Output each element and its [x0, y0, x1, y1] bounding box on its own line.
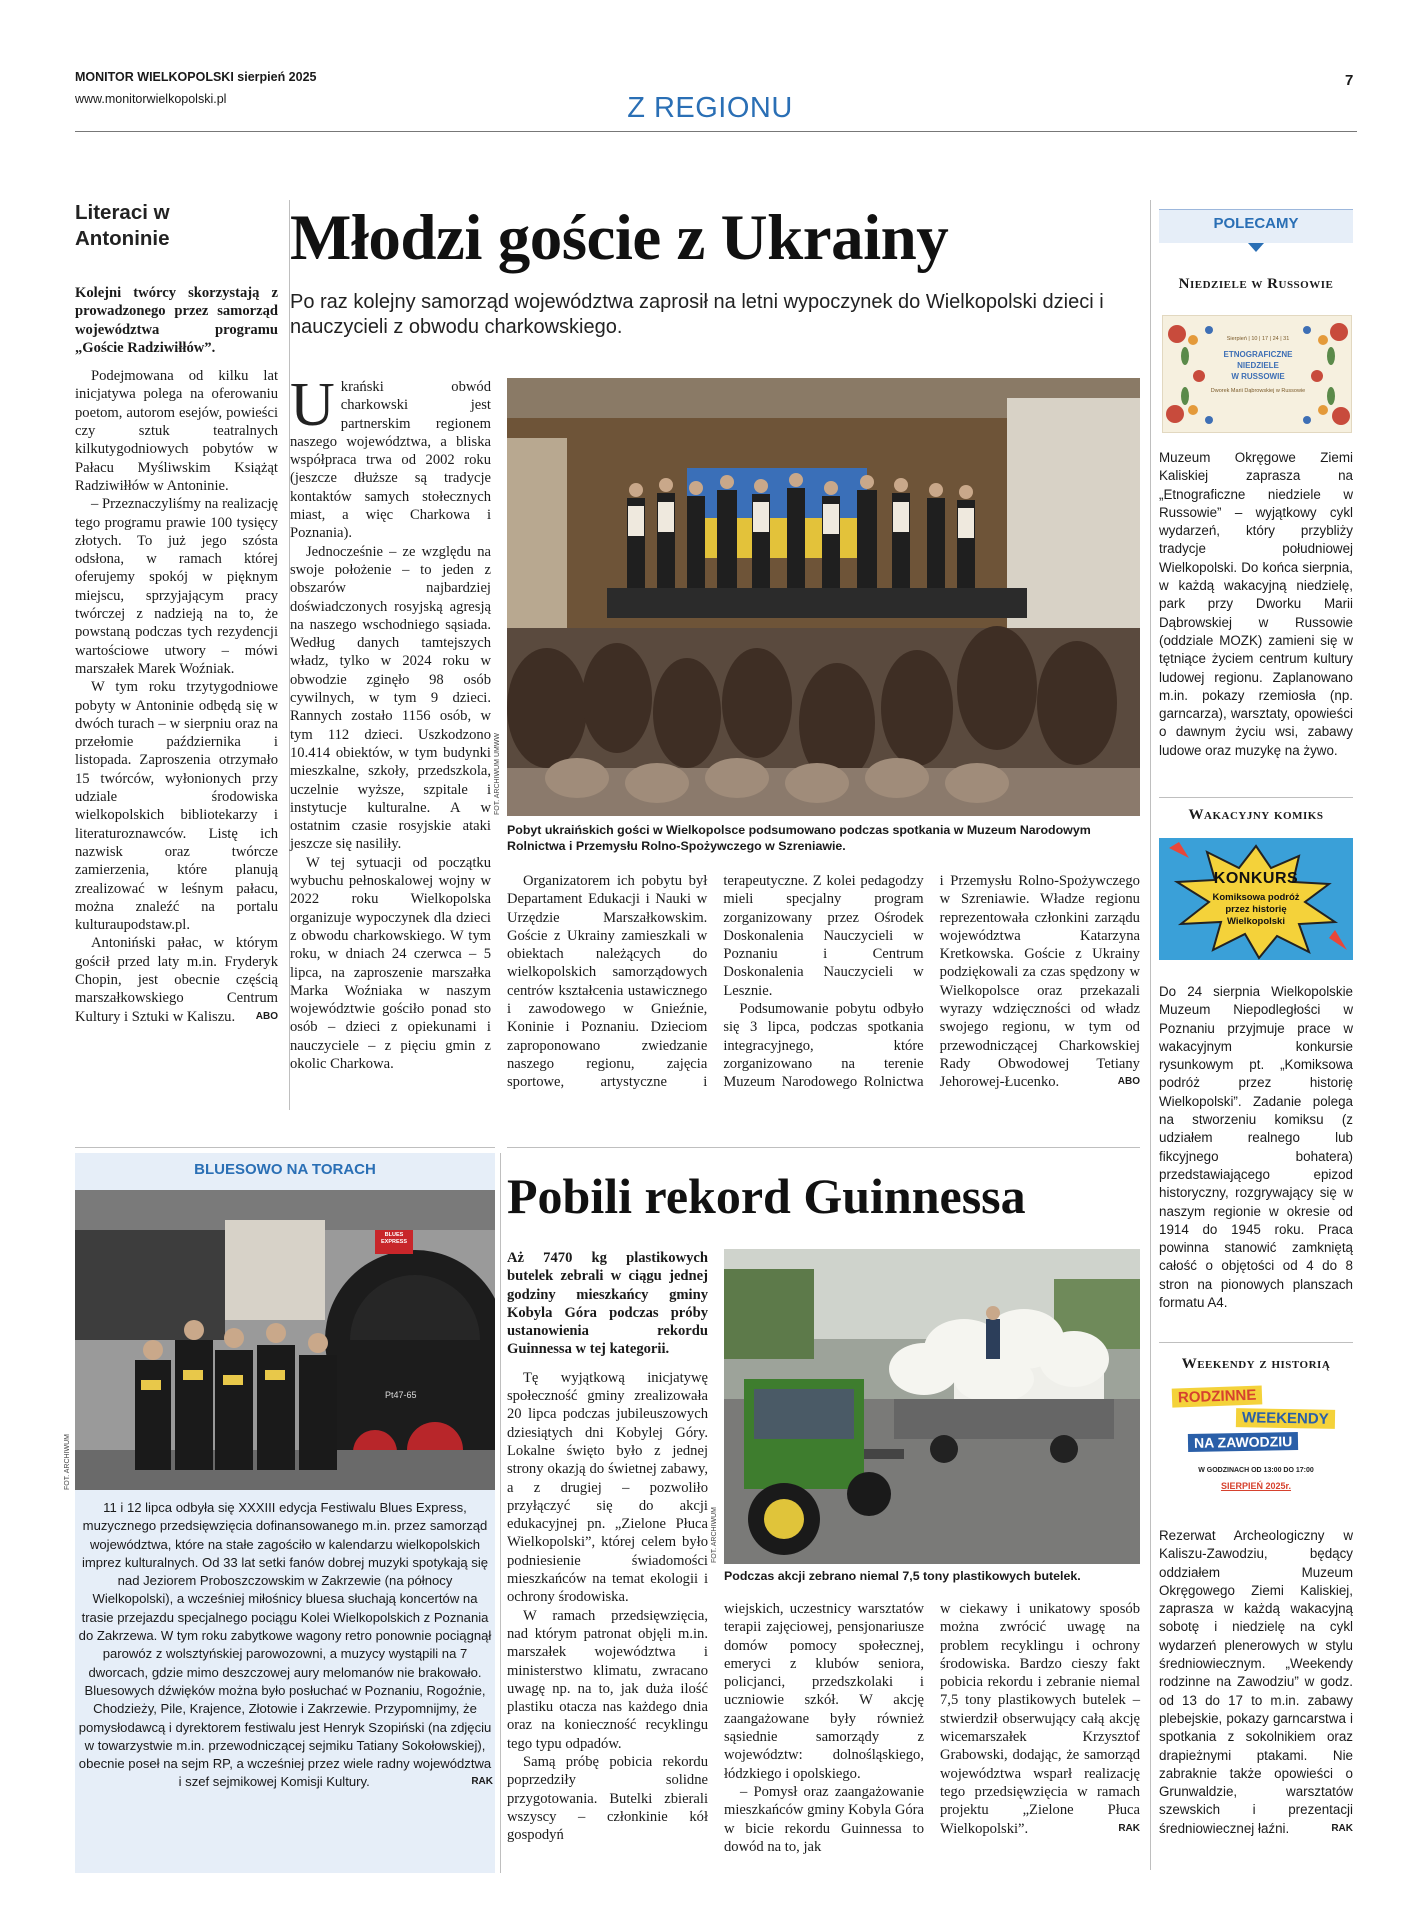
guinness-caption: Podczas akcji zebrano niemal 7,5 tony plastikowych butelek. [724, 1569, 1081, 1583]
ukraina-headline: Młodzi goście z Ukrainy [290, 202, 949, 274]
guinness-paragraph: w ciekawy i unikatowy sposób można zwrócić uwagę na problem recyklingu i ochrony środowiska. Bardzo cieszy fakt pobicia rekordu i zebranie niemal 7,5 tony plastikowych butelek – stwierdził obserwujący całą akcję wicemarszałek Krzysztof Grabowski, dodając, że samorząd województwa wsparł realizację tego przedsięwzięcia w ramach projektu „Zielone Płuca Wielkopolski”. RAK [940, 1601, 1140, 1837]
niedziele-poster [1162, 315, 1352, 433]
blues-signature: RAK [471, 1776, 493, 1788]
guinness-paragraph: Tę wyjątkową inicjatywę społeczność gminy zrealizowała 20 lipca podczas jubileuszowych dziesiątych dni Kobylej Góry. Lokalne święto było z jednej strony okazją do świetnej zabawy, a z drugiej – pozwoliło przyłączyć się do akcji edukacyjnej pn. „Zielone Płuca Wielkopolski”, której celem było podniesienie świadomości mieszkańców na temat ekologii i ochrony środowiska. [507, 1369, 708, 1606]
literaci-paragraph: Antoniński pałac, w którym gościł przed laty m.in. Fryderyk Chopin, jest obecnie częścią marszałkowskiego Centrum Kultury i Sztuki w Kaliszu. ABO [75, 935, 278, 1025]
literaci-signature: ABO [255, 1010, 278, 1022]
ukraina-paragraph: Jednocześnie – ze względu na swoje położenie – to jeden z obszarów najbardziej doświadczonych rosyjską agresją na naszego wschodniego sąsiada. Według danych tamtejszych władz, tylko w 2024 roku w obwodzie zginęło 98 osób cywilnych, w tym 9 dzieci. Rannych zostało 1156 osób, w tym 112 dzieci. Uszkodzono 10.414 obiektów, w tym budynki mieszkalne, szkoły, przedszkola, uczelnie wyższe, szpitale i instytucje kulturalne. A w ostatnim czasie rosyjskie ataki jeszcze się nasiliły. [290, 543, 491, 853]
blues-text: 11 i 12 lipca odbyła się XXXIII edycja Festiwalu Blues Express, muzycznego przedsięwzięcia dofinansowanego m.in. przez samorząd województwa, które na stałe zagościło w kalendarzu wielkopolskich imprez kulturalnych. Od 33 lat setki fanów dobrej muzyki spotykają się nad Jeziorem Proboszczowskim w Zakrzewie (na północy Wielkopolski), a wcześniej miłośnicy bluesa słuchają koncertów na trasie przejazdu specjalnego pociągu Kolei Wielkopolskich z Poznania do Zakrzewa. W tym roku zabytkowe wagony retro ponownie pociągnął parowóz z wolsztyńskiej parowozowni, a muzycy wystąpili na 7 dworcach, gdzie mimo deszczowej aury melomanów nie brakowało. Bluesowych dźwięków można było posłuchać w Poznaniu, Rogoźnie, Chodzieży, Pile, Krajence, Złotowie i Zakrzewie. Przypomnijmy, że pomysłodawcą i dyrektorem festiwalu jest Henryk Szopiński (na zdjęciu w towarzystwie m.in. przewodniczącej sejmiku Tatiany Sokołowskiej), obecnie poseł na sejm RP, a wcześniej przez wiele radny województwa i szef sejmikowej Komisji Kultury. RAK [75, 1499, 495, 1792]
ukraina-caption: Pobyt ukraińskich gości w Wielkopolsce podsumowano podczas spotkania w Muzeum Narodowym Rolnictwa i Przemysłu Rolno-Spożywczego w Szreniawie. [507, 823, 1091, 853]
weekendy-hours: W GODZINACH OD 13:00 DO 17:00 [1198, 1467, 1314, 1474]
guinness-photo-illustration [724, 1249, 1140, 1564]
column-rule [500, 1153, 501, 1873]
dropcap: U [290, 371, 335, 439]
chevron-down-icon [1248, 243, 1264, 252]
ukraina-photo-illustration [507, 378, 1140, 816]
guinness-paragraph: W ramach przedsięwzięcia, nad którym patronat objęli m.in. marszałek województwa i ministerstwo klimatu, zwracano uwagę np. na to, jak duża ilość plastiku otacza nas każdego dnia oraz na konieczność recyklingu tego typu odpadów. [507, 1607, 708, 1752]
poster-venue: Dworek Marii Dąbrowskiej w Russowie [1210, 388, 1306, 394]
guinness-headline: Pobili rekord Guinnessa [507, 1168, 1026, 1224]
blues-photo-credit: FOT. ARCHIWUM [64, 1434, 71, 1490]
niedziele-title: Niedziele w Russowie [1178, 276, 1334, 292]
guinness-paragraph: – Pomysł oraz zaangażowanie mieszkańców gminy Kobyla Góra w bicie rekordu Guinnessa to dowód na to, jak [724, 1783, 924, 1855]
ukraina-paragraph: W tej sytuacji od początku wybuchu pełnoskalowej wojny w 2022 roku Wielkopolska organizuje wypoczynek dla dzieci z obwodu charkowskiego. W tym roku, w dniach 24 czerwca – 5 lipca, na zaproszenie marszałka Marka Woźniaka w naszym województwie gościło ponad sto osób – dzieci z opiekunami i nauczyciele – z pięciu gmin z okolic Charkowa. [290, 854, 491, 1072]
blues-label: BLUESOWO NA TORACH [194, 1161, 376, 1178]
poster-line: NIEDZIELE [1237, 361, 1279, 370]
guinness-signature: RAK [1118, 1822, 1140, 1834]
guinness-photo [724, 1249, 1140, 1564]
polecamy-label: POLECAMY [1213, 215, 1299, 232]
komiks-text: Do 24 sierpnia Wielkopolskie Muzeum Niepodległości w Poznaniu przyjmuje prace w wakacyjnym konkursie rysunkowym pt. „Komiksowa podróż przez historię Wielkopolski”. Zadanie polega na stworzeniu komiksu (z udziałem realnego lub fikcyjnego bohatera) przedstawiającego epizod historyczny, rozgrywający się w naszym regionie w okresie od 1914 do 1945 roku. Praca powinna stanowić zamkniętą całość o objętości od 4 do 8 stron na pionowych planszach formatu A4. [1159, 984, 1353, 1311]
column-rule [1150, 200, 1151, 1870]
komiks-banner-title: KONKURS [1213, 870, 1299, 887]
guinness-col3 [940, 1600, 1140, 1838]
literaci-title: Literaci w Antoninie [75, 201, 170, 250]
ukraina-paragraph: Podsumowanie pobytu odbyło się 3 lipca, podczas spotkania integracyjnego, które zorganizowano na terenie Muzeum Narodowego Rolnictwa i Przemysłu Rolno-Spożywczego w Szreniawie. Władze regionu reprezentowała członkini zarządu województwa Katarzyna Kretkowska. Goście z Ukrainy podziękowali za czas spędzony w Wielkopolsce oraz przekazali wyrazy wdzięczności od władz swojego regionu, w tym od przewodniczącej Charkowskiej Rady Obwodowej Tetiany Jehorowej-Łucenko. ABO [723, 873, 1140, 1091]
komiks-title: Wakacyjny komiks [1188, 807, 1324, 823]
page-number: 7 [1345, 72, 1354, 89]
guinness-paragraph: wiejskich, uczestnicy warsztatów terapii zajęciowej, pensjonariusze domów pomocy społecznej, emeryci z klubów seniora, policjanci, przedszkolaki i uczniowie szkół. W akcję zaangażowane były również sąsiednie samorządy z województw: dolnośląskiego, łódzkiego i opolskiego. [724, 1601, 924, 1782]
weekendy-text: Rezerwat Archeologiczny w Kaliszu-Zawodziu, będący oddziałem Muzeum Okręgowego Ziemi Kaliskiej, zaprasza w każdą wakacyjną sobotę i niedzielę na cykl wydarzeń plenerowych w stylu średniowiecznym. „Weekendy rodzinne na Zawodziu” w godz. od 13 do 17 to m.in. zabawy plebejskie, pokazy garncarstwa i spotkania z sokolnikiem oraz drapieżnymi ptakami. Nie zabraknie także opowieści o Grunwaldzie, warsztatów szewskich i prezentacji średniowiecznej łaźni. RAK [1159, 1527, 1353, 1838]
poster-line: W RUSSOWIE [1231, 372, 1285, 381]
section-title: Z REGIONU [627, 92, 793, 124]
weekendy-month: SIERPIEŃ 2025r. [1220, 1481, 1292, 1491]
weekendy-word: WEEKENDY [1236, 1408, 1335, 1429]
ukraina-lead: Po raz kolejny samorząd województwa zaprosił na letni wypoczynek do Wielkopolski dzieci i nauczycieli z obwodu charkowskiego. [290, 291, 1104, 338]
komiks-banner [1159, 838, 1353, 960]
locomotive-number: Pt47-65 [385, 1390, 417, 1400]
train-sign: BLUES EXPRESS [381, 1232, 407, 1245]
guinness-photo-credit: FOT. ARCHIWUM [711, 1507, 718, 1563]
polecamy-signature: RAK [1331, 1822, 1353, 1834]
weekendy-word: RODZINNE [1172, 1385, 1263, 1407]
ukraina-paragraph: Organizatorem ich pobytu był Departament Edukacji i Nauki w Urzędzie Marszałkowskim. Goście z Ukrainy zamieszkali w obiektach należących do wielkopolskich samorządowych centrów kształcenia ustawicznego i zawodowego w Gnieźnie, Koninie i Poznaniu. Dzieciom zaproponowano zwiedzanie naszego regionu, zajęcia sportowe, artystyczne i terapeutyczne. Z kolei pedagodzy mieli specjalny program zorganizowany przez Ośrodek Doskonalenia Nauczycieli w Poznaniu i Centrum Doskonalenia Nauczycieli w Lesznie. [507, 873, 924, 1091]
literaci-article [75, 284, 278, 1026]
ukraina-photo [507, 378, 1140, 816]
ukraina-photo-credit: FOT. ARCHIWUM UMWW [494, 732, 501, 815]
weekendy-banner [1170, 1387, 1342, 1505]
guinness-col1 [507, 1249, 708, 1845]
sidebar-divider [1159, 1342, 1353, 1343]
section-rule [75, 1147, 495, 1148]
ukraina-signature: ABO [1117, 1076, 1140, 1088]
poster-dates: Sierpień | 10 | 17 | 24 | 31 [1226, 336, 1290, 342]
literaci-paragraph: W tym roku trzytygodniowe pobyty w Antoninie odbędą się w dwóch turach – w sierpniu oraz na przełomie października i listopada. Zaproszenia otrzymało 15 twórców, wyłonionych przy udziale środowiska wielkopolskich bibliotekarzy i literaturoznawców. Listę ich nazwisk oraz twórcze zamierzenia, które planują zrealizować w leśnym pałacu, można znaleźć na portalu kulturaupodstaw.pl. [75, 679, 278, 934]
header-rule [75, 131, 1357, 132]
guinness-col2 [724, 1600, 924, 1856]
ukraina-columns [507, 872, 1140, 1122]
blues-photo [75, 1190, 495, 1490]
section-rule [507, 1147, 1140, 1148]
niedziele-text: Muzeum Okręgowe Ziemi Kaliskiej zaprasza na „Etnograficzne niedziele w Russowie” – wyjątkowy cykl wydarzeń, który przybliży tradycje południowej Wielkopolski. Do końca sierpnia, w każdą wakacyjną niedzielę, park przy Dworku Marii Dąbrowskiej w Russowie (oddziale MOZK) zamieni się w tętniące życiem centrum kultury ludowej regionu. Zaplanowano m.in. pokazy rzemiosła (np. garncarza), warsztaty, opowieści o dawnym życiu wsi, zabawy ludowe oraz muzykę na żywo. [1159, 450, 1353, 758]
literaci-lead: Kolejni twórcy skorzystają z prowadzonego przez samorząd województwa programu „Goście Radziwiłłów”. [75, 285, 278, 356]
weekendy-title: Weekendy z historią [1181, 1356, 1331, 1372]
weekendy-word: NA ZAWODZIU [1188, 1432, 1299, 1452]
komiks-banner-subtitle: Komiksowa podróż przez historię Wielkopolski [1212, 892, 1300, 927]
literaci-paragraph: – Przeznaczyliśmy na realizację tego programu prawie 100 tysięcy złotych. To już jego szósta odsłona, w ramach której oferujemy spokój w pięknym miejscu, sprzyjającym pracy twórczej z nadzieją na to, że powstaną podczas tych rezydencji wartościowe utwory – mówi marszałek Marek Woźniak. [75, 496, 278, 677]
literaci-paragraph: Podejmowana od kilku lat inicjatywa polega na oferowaniu poetom, autorom esejów, powieści czy sztuk teatralnych kilkutygodniowych pobytów w Pałacu Myśliwskim Książąt Radziwiłłów w Antoninie. [75, 368, 278, 494]
ukraina-col1 [290, 371, 491, 1073]
blues-photo-illustration [75, 1190, 495, 1490]
ukraina-paragraph: Ukrański obwód charkowski jest partnerskim regionem naszego województwa, a bliska współpraca trwa od 2002 roku (jeszcze dłuższe są tradycje kontaktów samych stołecznych miast, a więc Charkowa i Poznania). [290, 371, 491, 542]
website-link[interactable]: www.monitorwielkopolski.pl [75, 92, 227, 106]
guinness-paragraph: Samą próbę pobicia rekordu poprzedziły solidne przygotowania. Butelki zbierali wszyscy – członkinie kół gospodyń [507, 1754, 708, 1844]
sidebar-divider [1159, 797, 1353, 798]
publication-title: MONITOR WIELKOPOLSKI sierpień 2025 [75, 70, 317, 84]
guinness-lead: Aż 7470 kg plastikowych butelek zebrali w ciągu jednej godziny mieszkańcy gminy Kobyla Góra podczas próby ustanowienia rekordu Guinnessa w tej kategorii. [507, 1250, 708, 1358]
poster-line: ETNOGRAFICZNE [1223, 350, 1293, 359]
